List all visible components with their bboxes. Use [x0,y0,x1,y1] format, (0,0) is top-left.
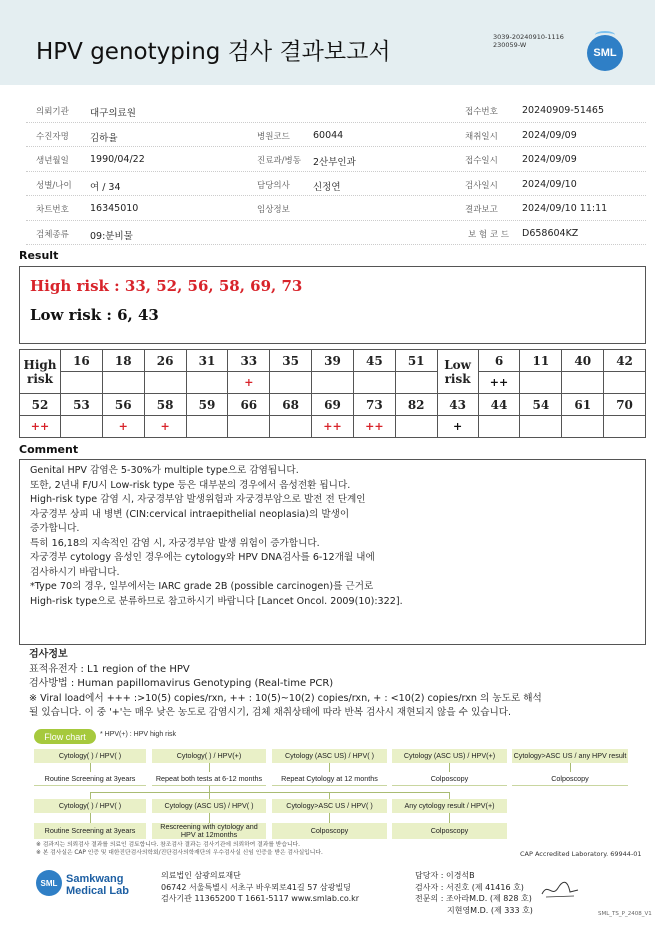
doctor-value: 신정연 [313,181,341,193]
genotype-type: 31 [186,350,228,372]
comment-line: 자궁경부 cytology 음성인 경우에는 cytology와 HPV DNA검사를 6-12개월 내에 [30,552,375,563]
genotype-mark [562,416,604,438]
lab-name-line: Samkwang [66,873,124,885]
flow-condition: Cytology (ASC US) / HPV(+) [392,749,507,763]
flow-condition: Cytology (ASC US) / HPV( ) [272,749,387,763]
comment-line: High-risk type으로 분류하므로 참고하시기 바랍니다 [Lancet Oncol. 2009(10):322]. [30,595,403,607]
flow-condition: Cytology( ) / HPV(+) [152,749,266,763]
genotype-mark [144,372,186,394]
genotype-type: 73 [353,394,395,416]
chart-value: 16345010 [90,203,139,214]
genotype-type: 35 [270,350,312,372]
flowchart-badge: Flow chart [34,729,96,744]
result-heading: Result [19,249,59,262]
genotype-mark [520,416,562,438]
high-risk-summary: High risk : 33, 52, 56, 58, 69, 73 [30,277,303,295]
flow-action: Routine Screening at 3years [34,823,146,839]
genotype-mark: ++ [20,416,61,438]
lab-addr: 06742 서울특별시 서초구 바우뫼로41길 57 삼광빌딩 [161,882,351,892]
exam-target: 표적유전자 : L1 region of the HPV [29,663,190,675]
report-id [493,33,564,49]
lab-name-line: Medical Lab [66,885,129,897]
flow-action: Colposcopy [512,772,628,786]
viral-load-note: ※ Viral load에서 +++ :>10(5) copies/rxn, ++ : 10(5)~10(2) copies/rxn, + : <10(2) copies/rxn 의 농도로 해석 [29,692,542,704]
flow-condition: Cytology( ) / HPV( ) [34,799,146,813]
comment-line: High-risk type 감염 시, 자궁경부암 발생위험과 자궁경부암으로 발전 전 단계인 [30,494,366,505]
genotype-mark [604,372,646,394]
dob-value: 1990/04/22 [90,154,145,165]
result-box [19,266,646,344]
lab-address [161,870,359,905]
flow-action: Colposcopy [392,823,507,839]
report-header [0,0,655,85]
genotype-type: 70 [604,394,646,416]
specimen-label: 검체종류 [36,229,69,240]
collect-label: 채취일시 [465,131,498,142]
hospcode-label: 병원코드 [257,131,290,142]
institution-label: 의뢰기관 [36,107,69,117]
test-date-label: 검사일시 [465,180,498,191]
info-row [26,147,646,172]
info-row [26,123,646,148]
flow-action: Colposcopy [392,772,507,786]
footer-logo: SML [36,870,62,896]
receipt-no-value: 20240909-51465 [522,105,605,116]
genotype-mark: + [228,372,270,394]
genotype-mark [395,416,437,438]
genotype-mark [478,416,520,438]
comment-line: *Type 70의 경우, 일부에서는 IARC grade 2B (possible carcinogen)를 근거로 [30,581,374,592]
genotype-type: 68 [270,394,312,416]
genotype-type: 58 [144,394,186,416]
test-date-value: 2024/09/10 [522,178,577,190]
genotype-mark [562,372,604,394]
genotype-mark: + [144,416,186,438]
genotype-mark [61,416,103,438]
document-number: SML_TS_P_2408_V1 [598,911,652,917]
report-id-line-1: 3039-20240910-1116 [493,33,564,41]
genotype-type: 44 [478,394,520,416]
receipt-date-value: 2024/09/09 [522,154,577,165]
genotype-mark [604,416,646,438]
comment-heading: Comment [19,443,79,456]
flowchart-legend: * HPV(+) : HPV high risk [100,731,177,738]
genotype-type: 26 [144,350,186,372]
staff-line: 검사자 : 서진호 (제 41416 호) [415,882,524,892]
footer-note: ※ 본 검사실은 CAP 인증 및 대한진단검사의학회/진단검사의학재단의 우수검사실 신임 인증을 받은 검사실입니다. [36,849,323,856]
staff-line: 전문의 : 조아라M.D. (제 828 호) [415,894,532,903]
flow-action: Colposcopy [272,823,387,839]
genotype-type: 56 [102,394,144,416]
staff-line: 지현영M.D. (제 333 호) [447,905,533,915]
flow-action: Rescreening with cytology and HPV at 12months [152,823,266,839]
comment-line: 자궁경부 상피 내 병변 (CIN:cervical intraepithelial neoplasia)의 발생이 [30,508,350,520]
report-title: HPV genotyping 검사 결과보고서 [36,39,391,65]
comment-line: 검사하시기 바랍니다. [30,566,120,578]
genotype-mark [102,372,144,394]
exam-info [29,648,649,721]
dept-label: 진료과/병동 [257,156,301,166]
flow-action: Repeat both tests at 6-12 months [152,772,266,786]
comment-line: Genital HPV 감염은 5-30%가 multiple type으로 감염됩니다. [30,465,299,476]
genotype-type: 11 [520,350,562,372]
genotype-mark [395,372,437,394]
genotype-mark [186,416,228,438]
flow-condition: Cytology (ASC US) / HPV( ) [152,799,266,813]
signature-icon [540,878,580,900]
table-row [20,372,646,394]
genotype-mark: + [437,416,478,438]
genotype-mark [520,372,562,394]
clinical-label: 임상정보 [257,205,290,215]
genotype-table [19,349,646,438]
lab-org: 의료법인 삼광의료재단 [161,871,241,880]
patient-info [26,98,646,245]
report-value: 2024/09/10 11:11 [522,203,608,214]
insurance-label: 보 험 코 드 [468,229,509,240]
genotype-mark [61,372,103,394]
genotype-type: 43 [437,394,478,416]
flow-condition: Cytology>ASC US / any HPV result [512,749,628,763]
lab-name [66,873,129,897]
hospcode-value: 60044 [313,129,344,141]
table-row [20,416,646,438]
sml-logo: SML [587,35,623,71]
exam-info-heading: 검사정보 [29,649,68,660]
genotype-type: 66 [228,394,270,416]
genotype-type: 6 [478,350,520,372]
lab-registration: 검사기관 11365200 T 1661-5117 www.smlab.co.kr [161,894,360,903]
genotype-type: 82 [395,394,437,416]
high-risk-label: High risk [20,350,61,394]
genotype-type: 52 [20,394,61,416]
report-label: 결과보고 [465,205,498,215]
collect-value: 2024/09/09 [522,129,577,141]
genotype-type: 18 [102,350,144,372]
insurance-value: D658604KZ [522,227,579,239]
genotype-type: 42 [604,350,646,372]
info-row [26,221,646,246]
name-label: 수진자명 [36,131,69,142]
staff-list [415,870,533,916]
footer-note: ※ 검과지는 의뢰검사 결과를 의료인 검토합니다. 참조검사 결과는 검사기관에 의뢰하여 결과를 받습니다. [36,842,301,848]
genotype-mark: ++ [353,416,395,438]
genotype-mark [353,372,395,394]
low-risk-summary: Low risk : 6, 43 [30,306,159,324]
genotype-mark [186,372,228,394]
flow-condition: Any cytology result / HPV(+) [392,799,507,813]
flow-action: Repeat Cytology at 12 months [272,772,387,786]
name-value: 김하율 [90,132,118,144]
report-id-line-2: 230059-W [493,41,527,49]
genotype-mark [270,372,312,394]
genotype-mark [228,416,270,438]
staff-line: 담당자 : 이경석B [415,871,475,880]
institution-value: 대구의료원 [90,108,136,119]
genotype-type: 16 [61,350,103,372]
comment-line: 또한, 2년내 F/U시 Low-risk type 등은 대부분의 경우에서 음성전환 됩니다. [30,479,351,491]
genotype-type: 40 [562,350,604,372]
genotype-type: 61 [562,394,604,416]
genotype-type: 53 [61,394,103,416]
chart-label: 차트번호 [36,205,69,215]
table-row [20,350,646,372]
doctor-label: 담당의사 [257,180,290,191]
genotype-type: 33 [228,350,270,372]
exam-method: 검사방법 : Human papillomavirus Genotyping (Real-time PCR) [29,678,334,689]
footer-notes [36,842,323,857]
genotype-type: 51 [395,350,437,372]
genotype-type: 39 [312,350,354,372]
info-row [26,98,646,123]
genotype-type: 54 [520,394,562,416]
info-row [26,172,646,197]
sexage-value: 여 / 34 [90,181,121,193]
dob-label: 생년월일 [36,156,69,166]
genotype-mark: ++ [312,416,354,438]
flow-condition: Cytology>ASC US / HPV( ) [272,799,387,813]
genotype-mark [312,372,354,394]
genotype-mark: + [102,416,144,438]
dept-value: 2산부인과 [313,157,356,168]
comment-box [19,459,646,645]
table-row [20,394,646,416]
receipt-no-label: 접수번호 [465,107,498,117]
genotype-mark [270,416,312,438]
comment-line: 특히 16,18의 지속적인 감염 시, 자궁경부암 발생 위험이 증가합니다. [30,537,320,549]
flow-condition: Cytology( ) / HPV( ) [34,749,146,763]
genotype-type: 69 [312,394,354,416]
cap-accreditation: CAP Accredited Laboratory. 69944-01 [520,850,642,858]
viral-load-note-2: 될 있습니다. 이 중 '+'는 매우 낮은 농도로 감염시기, 검체 채취상태에 따라 반복 검사시 재현되지 않을 수 있습니다. [29,707,512,718]
genotype-type: 59 [186,394,228,416]
sexage-label: 성별/나이 [36,180,72,191]
flowchart [34,729,654,849]
genotype-mark: ++ [478,372,520,394]
genotype-type: 45 [353,350,395,372]
flow-action: Routine Screening at 3years [34,772,146,786]
specimen-value: 09:분비물 [90,230,133,242]
receipt-date-label: 접수일시 [465,156,498,166]
low-risk-label: Low risk [437,350,478,394]
comment-line: 증가합니다. [30,523,80,534]
info-row [26,196,646,221]
